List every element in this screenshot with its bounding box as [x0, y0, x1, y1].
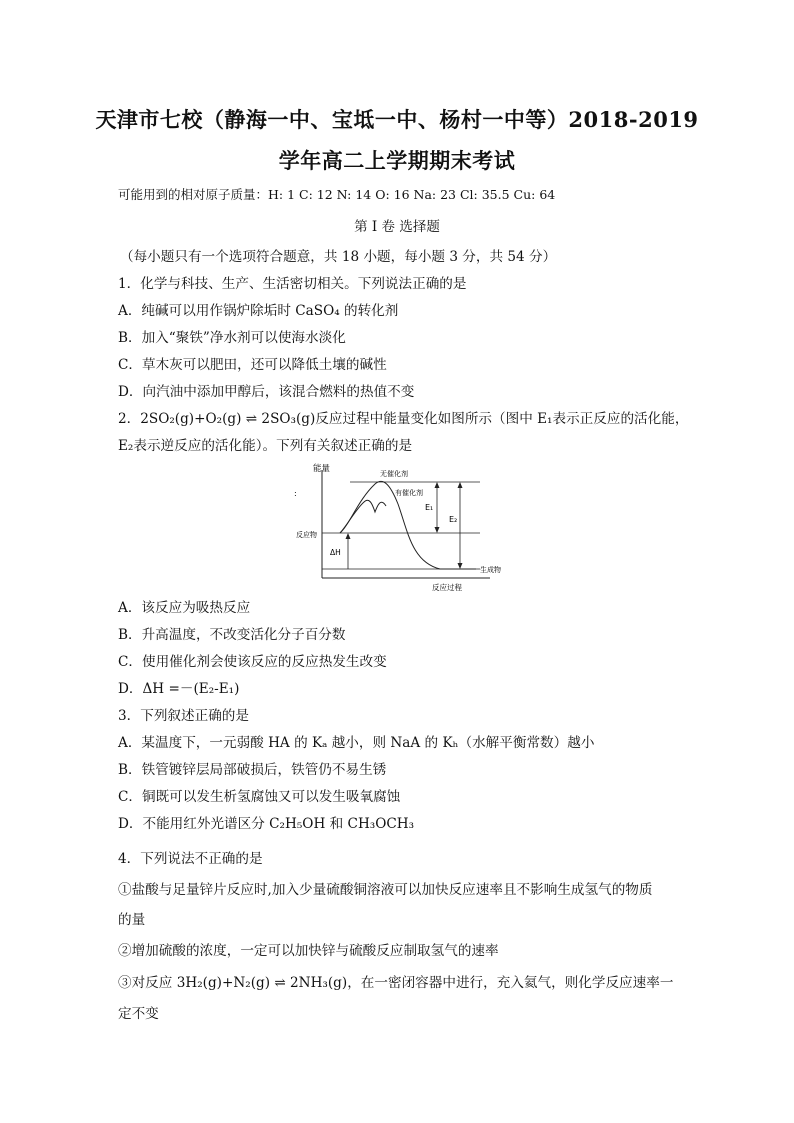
q1-option-c: C．草木灰可以肥田，还可以降低土壤的碱性	[118, 357, 387, 373]
q4-item-1: ①盐酸与足量锌片反应时,加入少量硫酸铜溶液可以加快反应速率且不影响生成氢气的物质	[118, 882, 653, 898]
exam-title-line-1: 天津市七校（静海一中、宝坻一中、杨村一中等）2018-2019	[95, 107, 699, 132]
q2-option-c: C．使用催化剂会使该反应的反应热发生改变	[118, 654, 387, 670]
q4-item-3: ③对反应 3H₂(g)+N₂(g) ⇌ 2NH₃(g)，在一密闭容器中进行，充入氦气，则化学反应速率一	[118, 975, 674, 991]
q1-option-b: B．加入“聚铁”净水剂可以使海水淡化	[118, 330, 346, 346]
q2-stem-line-1: 2．2SO₂(g)+O₂(g) ⇌ 2SO₃(g)反应过程中能量变化如图所示（图中 E₁表示正反应的活化能，	[118, 411, 689, 427]
q2-option-a: A．该反应为吸热反应	[118, 600, 251, 616]
q3-option-b: B．铁管镀锌层局部破损后，铁管仍不易生锈	[118, 762, 387, 778]
q4-item-1-cont: 的量	[118, 912, 146, 928]
q1-option-a: A．纯碱可以用作锅炉除垢时 CaSO₄ 的转化剂	[118, 303, 399, 319]
energy-diagram	[280, 462, 510, 594]
q2-stem-line-2: E₂表示逆反应的活化能）。下列有关叙述正确的是	[118, 438, 413, 454]
svg-text::: :	[294, 489, 297, 498]
q3-stem: 3．下列叙述正确的是	[118, 708, 249, 724]
q1-option-d: D．向汽油中添加甲醇后，该混合燃料的热值不变	[118, 384, 415, 400]
q3-option-a: A．某温度下，一元弱酸 HA 的 Kₐ 越小，则 NaA 的 Kₕ（水解平衡常数）越小	[118, 735, 595, 751]
section-title: 第 I 卷 选择题	[354, 219, 440, 235]
q2-option-b: B．升高温度，不改变活化分子百分数	[118, 627, 346, 643]
q4-stem: 4．下列说法不正确的是	[118, 851, 263, 867]
exam-title-line-2: 学年高二上学期期末考试	[278, 148, 516, 173]
reactant-label: 反应物	[296, 531, 317, 539]
e2-label: E₂	[449, 515, 458, 524]
delta-h-label: ΔH	[330, 548, 341, 557]
catalyzed-label: 有催化剂	[395, 489, 423, 497]
atomic-masses: 可能用到的相对原子质量：H: 1 C: 12 N: 14 O: 16 Na: 23 Cl: 35.5 Cu: 64	[118, 187, 556, 202]
product-label: 生成物	[480, 566, 501, 574]
catalyzed-curve	[340, 500, 386, 533]
q1-stem: 1．化学与科技、生产、生活密切相关。下列说法正确的是	[118, 276, 467, 292]
e1-label: E₁	[425, 503, 434, 512]
x-axis-label: 反应过程	[432, 583, 462, 592]
section-note: （每小题只有一个选项符合题意，共 18 小题，每小题 3 分，共 54 分）	[120, 249, 557, 265]
q3-option-c: C．铜既可以发生析氢腐蚀又可以发生吸氧腐蚀	[118, 789, 401, 805]
q4-item-2: ②增加硫酸的浓度，一定可以加快锌与硫酸反应制取氢气的速率	[118, 943, 499, 959]
y-axis-label: 能量	[313, 464, 331, 474]
q2-option-d: D．ΔH =－(E₂-E₁)	[118, 681, 240, 697]
uncatalyzed-label: 无催化剂	[380, 470, 408, 478]
q3-option-d: D．不能用红外光谱区分 C₂H₅OH 和 CH₃OCH₃	[118, 816, 415, 832]
q4-item-3-cont: 定不变	[118, 1006, 159, 1022]
